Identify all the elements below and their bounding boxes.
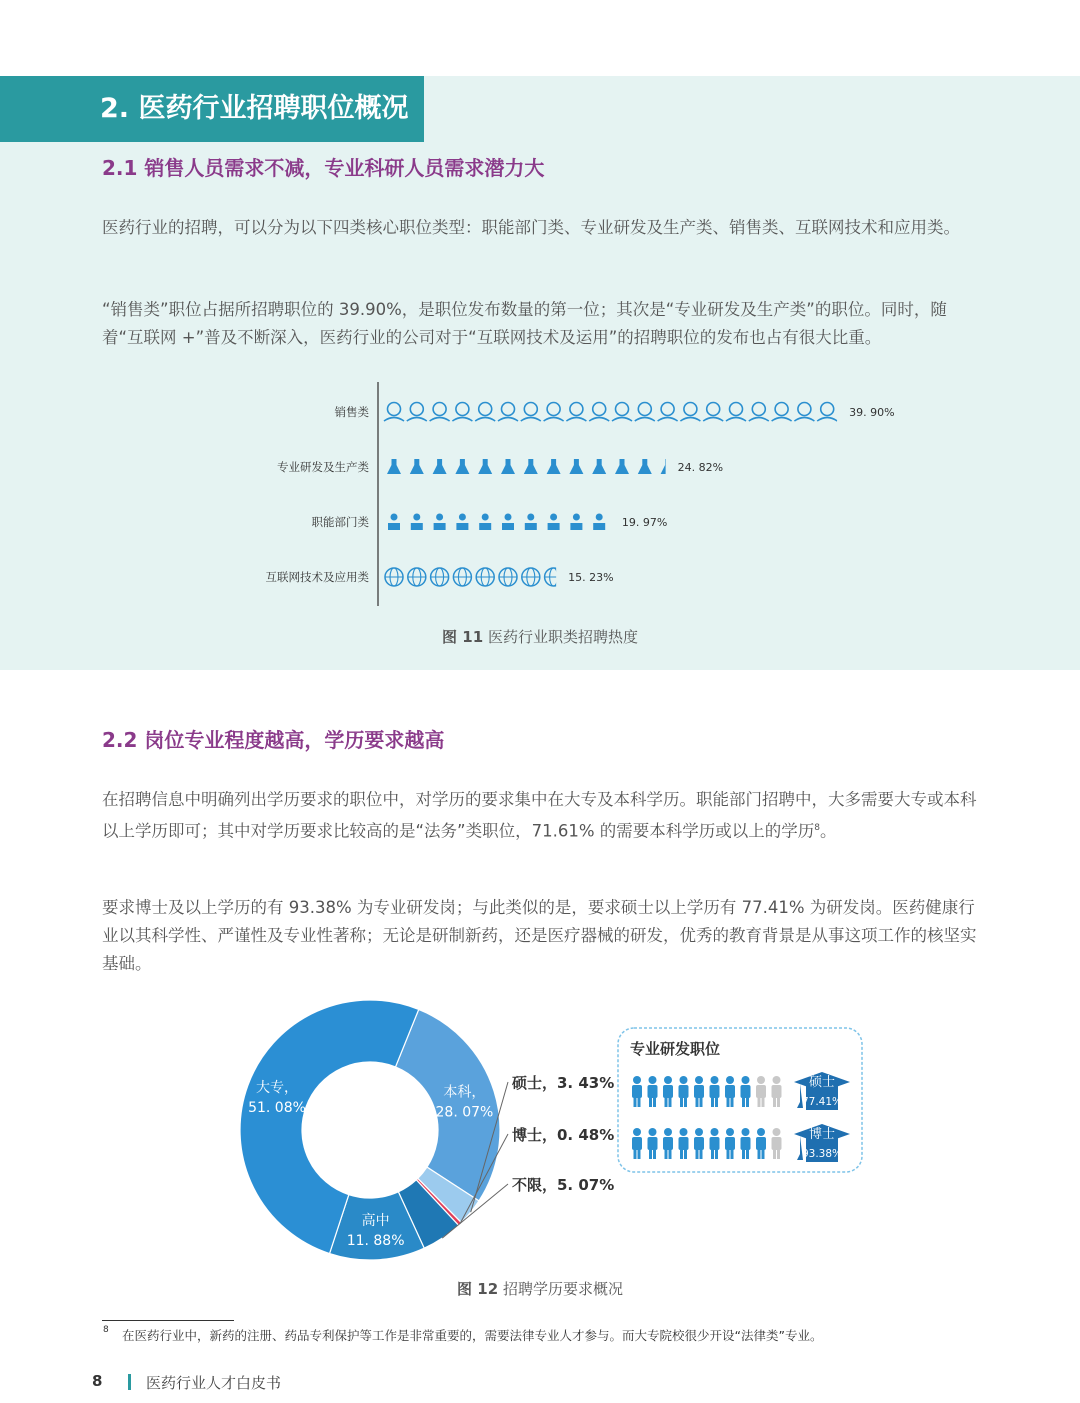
- flask-icon: [638, 459, 652, 474]
- fig12-outside-label: 不限，5. 07%: [512, 1176, 615, 1194]
- flask-icon: [455, 459, 469, 474]
- fig12-inset-title: 专业研发职位: [630, 1040, 721, 1058]
- worker-icon: [525, 514, 537, 531]
- person-icon: [817, 403, 837, 422]
- fig12-slice-name: 高中: [361, 1212, 390, 1229]
- worker-icon: [434, 514, 446, 531]
- footer-divider: [128, 1374, 131, 1390]
- footnote-text: 在医药行业中，新药的注册、药品专利保护等工作是非常重要的，需要法律专业人才参与。而大专院校很少开设“法律类”专业。: [122, 1328, 823, 1343]
- globe-icon: [385, 568, 403, 586]
- flask-icon: [501, 459, 515, 474]
- worker-icon: [570, 514, 582, 531]
- fig12-caption-text: 招聘学历要求概况: [502, 1280, 623, 1298]
- person-icon: [475, 403, 495, 422]
- flask-icon: [387, 459, 401, 474]
- person-icon: [589, 403, 609, 422]
- fig12-inset-value: 93.38%: [801, 1148, 843, 1160]
- person-icon: [498, 403, 518, 422]
- globe-icon: [476, 568, 494, 586]
- person-icon: [749, 403, 769, 422]
- person-icon: [384, 403, 404, 422]
- person-icon: [680, 403, 700, 422]
- fig12-slice-name: 大专，: [256, 1080, 299, 1097]
- worker-icon: [593, 514, 605, 531]
- fig12-inset-value: 77.41%: [801, 1096, 843, 1108]
- person-icon: [658, 403, 678, 422]
- flask-icon: [478, 459, 492, 474]
- person-icon: [430, 403, 450, 422]
- footnote-mark: 8: [103, 1325, 109, 1335]
- fig11-caption-text: 医药行业职类招聘热度: [487, 628, 638, 646]
- fig12-slice-value: 28. 07%: [435, 1104, 494, 1121]
- person-icon: [635, 403, 655, 422]
- person-icon: [794, 403, 814, 422]
- flask-icon: [615, 459, 629, 474]
- fig12-inset-badge: 硕士: [808, 1075, 836, 1090]
- globe-icon: [545, 568, 563, 586]
- footnote-ref: 8: [814, 823, 820, 833]
- fig11-bar-4: [385, 568, 563, 586]
- globe-icon: [408, 568, 426, 586]
- section-title: 2. 医药行业招聘职位概况: [100, 93, 409, 124]
- fig11-icon-chart: [0, 380, 1080, 610]
- fig12-caption: [0, 1278, 1080, 1299]
- footer-title: 医药行业人才白皮书: [146, 1374, 282, 1392]
- fig11-category-label: 互联网技术及应用类: [265, 570, 369, 584]
- worker-icon: [456, 514, 468, 531]
- fig12-outside-label: 硕士，3. 43%: [512, 1074, 615, 1092]
- person-icon: [703, 403, 723, 422]
- person-icon: [772, 403, 792, 422]
- flask-icon: [592, 459, 606, 474]
- fig11-category-label: 专业研发及生产类: [277, 460, 369, 474]
- page-number: 8: [92, 1372, 103, 1390]
- person-icon: [521, 403, 541, 422]
- fig11-bar-1: [384, 403, 837, 422]
- fig11-caption-number: 图 11: [442, 628, 484, 646]
- fig12-slice-value: 51. 08%: [248, 1100, 306, 1117]
- globe-icon: [453, 568, 471, 586]
- fig11-caption: [0, 626, 1080, 647]
- paragraph-2-2-b: 要求博士及以上学历的有 93.38% 为专业研发岗；与此类似的是，要求硕士以上学历有 77.41% 为研发岗。医药健康行业以其科学性、严谨性及专业性著称；无论是研制新药，还是医疗器械的研发，优秀的教育背景是从事这项工作的核坚实基础。: [102, 898, 977, 973]
- fig11-value-label: 39. 90%: [849, 406, 895, 419]
- person-icon: [452, 403, 472, 422]
- person-icon: [566, 403, 586, 422]
- subsection-title-2-1: 2.1 销售人员需求不减，专业科研人员需求潜力大: [102, 156, 545, 180]
- person-icon: [407, 403, 427, 422]
- person-icon: [726, 403, 746, 422]
- flask-icon: [547, 459, 561, 474]
- paragraph-2-2-a-end: 。: [820, 821, 837, 841]
- section-header: [0, 76, 424, 142]
- fig12-caption-number: 图 12: [457, 1280, 499, 1298]
- worker-icon: [548, 514, 560, 531]
- flask-icon: [433, 459, 447, 474]
- paragraph-2-2-a: [102, 786, 982, 846]
- paragraph-2-1-b: “销售类”职位占据所招聘职位的 39.90%，是职位发布数量的第一位；其次是“专业研发及生产类”的职位。同时，随着“互联网 +”普及不断深入，医药行业的公司对于“互联网技术及运用”的招聘职位的发布也占有很大比重。: [102, 300, 947, 347]
- worker-icon: [388, 514, 400, 531]
- fig11-value-label: 15. 23%: [568, 571, 614, 584]
- fig11-value-label: 19. 97%: [621, 516, 668, 529]
- subsection-title-2-2: 2.2 岗位专业程度越高，学历要求越高: [102, 728, 445, 752]
- paragraph-2-1-a: 医药行业的招聘，可以分为以下四类核心职位类型：职能部门类、专业研发及生产类、销售类、互联网技术和应用类。: [102, 218, 960, 237]
- flask-icon: [524, 459, 538, 474]
- flask-icon: [410, 459, 424, 474]
- person-icon: [612, 403, 632, 422]
- paragraph-2-2-a-text: 在招聘信息中明确列出学历要求的职位中，对学历的要求集中在大专及本科学历。职能部门招聘中，大多需要大专或本科以上学历即可；其中对学历要求比较高的是“法务”类职位，71.61% 的需要本科学历或以上的学历: [102, 790, 977, 841]
- fig12-inset-badge: 博士: [808, 1127, 836, 1142]
- footnote-divider: [102, 1320, 234, 1321]
- fig11-category-label: 职能部门类: [311, 515, 369, 529]
- fig11-bar-3: [388, 514, 605, 531]
- fig12-education-chart: [240, 990, 880, 1260]
- person-icon: [544, 403, 564, 422]
- fig11-value-label: 24. 82%: [677, 461, 724, 474]
- globe-icon: [522, 568, 540, 586]
- globe-icon: [431, 568, 449, 586]
- globe-icon: [499, 568, 517, 586]
- fig11-category-label: 销售类: [334, 405, 369, 419]
- flask-icon: [661, 459, 675, 474]
- fig11-bar-2: [387, 459, 675, 474]
- fig12-slice-value: 11. 88%: [346, 1232, 405, 1249]
- flask-icon: [569, 459, 583, 474]
- fig12-outside-label: 博士，0. 48%: [512, 1126, 615, 1144]
- worker-icon: [502, 514, 514, 531]
- worker-icon: [411, 514, 423, 531]
- worker-icon: [479, 514, 491, 531]
- fig12-slice-name: 本科，: [443, 1084, 486, 1101]
